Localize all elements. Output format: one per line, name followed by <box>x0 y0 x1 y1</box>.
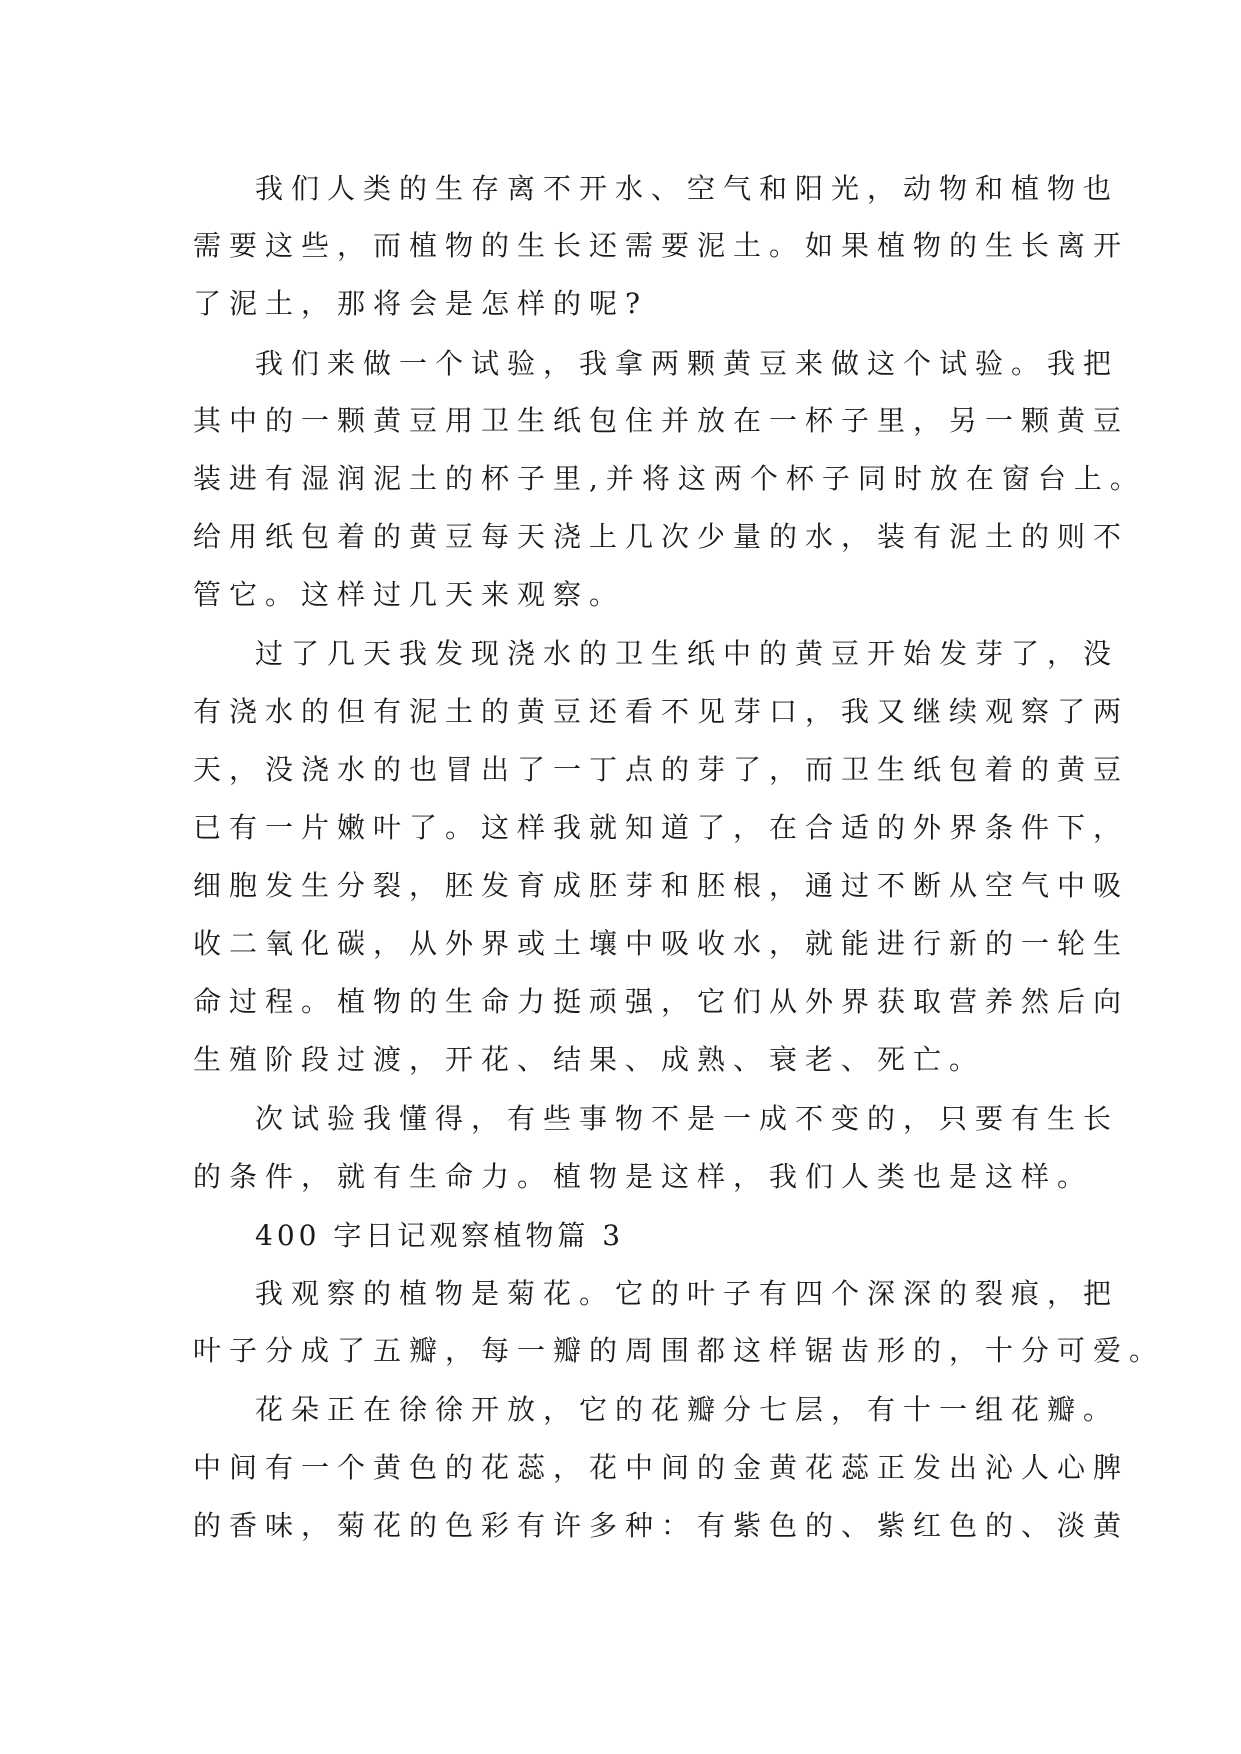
text-line: 给用纸包着的黄豆每天浇上几次少量的水，装有泥土的则不 <box>193 520 1130 553</box>
text-line: 我观察的植物是菊花。它的叶子有四个深深的裂痕，把 <box>255 1277 1120 1310</box>
text-line: 管它。这样过几天来观察。 <box>193 578 626 611</box>
text-line: 中间有一个黄色的花蕊，花中间的金黄花蕊正发出沁人心脾 <box>193 1451 1130 1484</box>
text-line: 其中的一颗黄豆用卫生纸包住并放在一杯子里，另一颗黄豆 <box>193 404 1130 437</box>
text-line: 收二氧化碳，从外界或土壤中吸收水，就能进行新的一轮生 <box>193 927 1130 960</box>
text-line: 有浇水的但有泥土的黄豆还看不见芽口，我又继续观察了两 <box>193 695 1130 728</box>
text-line: 命过程。植物的生命力挺顽强，它们从外界获取营养然后向 <box>193 985 1130 1018</box>
text-line: 次试验我懂得，有些事物不是一成不变的，只要有生长 <box>255 1102 1120 1135</box>
text-line: 花朵正在徐徐开放，它的花瓣分七层，有十一组花瓣。 <box>255 1393 1120 1426</box>
text-line: 过了几天我发现浇水的卫生纸中的黄豆开始发芽了，没 <box>255 637 1120 670</box>
text-line: 天，没浇水的也冒出了一丁点的芽了，而卫生纸包着的黄豆 <box>193 753 1130 786</box>
text-line: 需要这些，而植物的生长还需要泥土。如果植物的生长离开 <box>193 229 1130 262</box>
text-line: 已有一片嫩叶了。这样我就知道了，在合适的外界条件下， <box>193 811 1130 844</box>
section-heading: 400 字日记观察植物篇 3 <box>255 1219 625 1252</box>
text-line: 我们人类的生存离不开水、空气和阳光，动物和植物也 <box>255 172 1120 205</box>
text-line: 生殖阶段过渡，开花、结果、成熟、衰老、死亡。 <box>193 1043 986 1076</box>
text-line: 叶子分成了五瓣，每一瓣的周围都这样锯齿形的，十分可爱。 <box>193 1334 1166 1367</box>
text-line: 了泥土，那将会是怎样的呢? <box>193 287 649 320</box>
text-line: 的香味，菊花的色彩有许多种：有紫色的、紫红色的、淡黄 <box>193 1509 1130 1542</box>
text-line: 装进有湿润泥土的杯子里,并将这两个杯子同时放在窗台上。 <box>193 462 1146 495</box>
text-line: 细胞发生分裂，胚发育成胚芽和胚根，通过不断从空气中吸 <box>193 869 1130 902</box>
text-line: 我们来做一个试验，我拿两颗黄豆来做这个试验。我把 <box>255 347 1120 380</box>
text-line: 的条件，就有生命力。植物是这样，我们人类也是这样。 <box>193 1160 1094 1193</box>
